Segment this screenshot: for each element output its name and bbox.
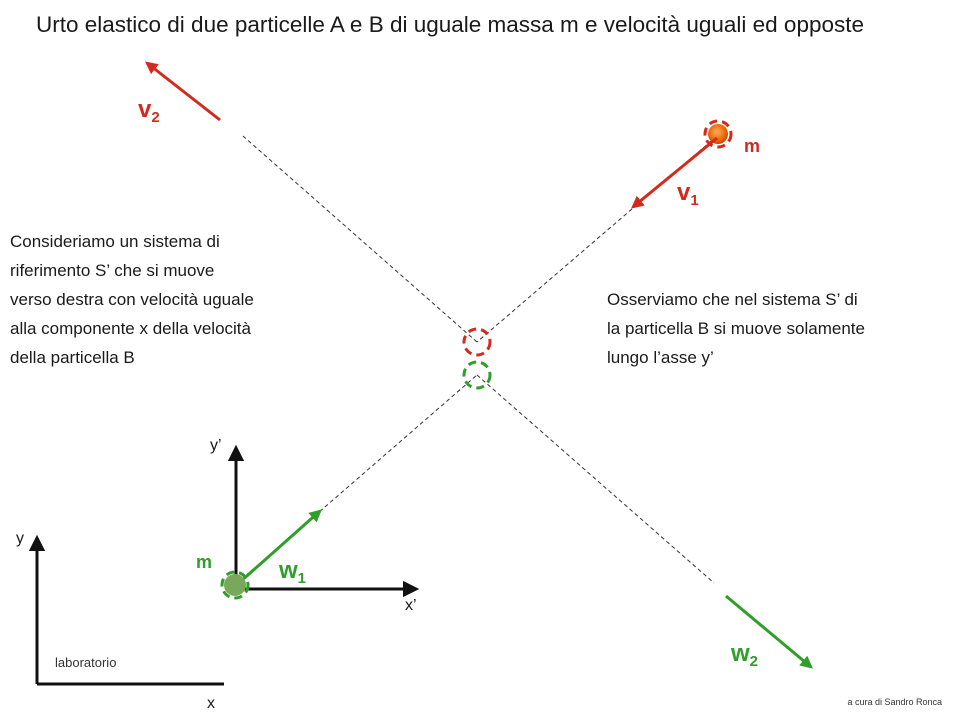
left-explanation-line: Consideriamo un sistema di — [10, 232, 220, 251]
left-explanation-line: riferimento S’ che si muove — [10, 261, 215, 280]
particle-green — [224, 574, 246, 596]
label-w2: $w_2$ — [731, 640, 759, 670]
label-v2: $v_2$ — [138, 96, 160, 126]
right-explanation-line: Osserviamo che nel sistema S’ di — [607, 290, 858, 309]
trajectory-after-red — [243, 136, 477, 342]
label-axis-y-lab: y — [16, 530, 24, 547]
label-lab-frame: laboratorio — [55, 655, 117, 670]
right-explanation-line: la particella B si muove solamente — [607, 319, 865, 338]
label-axis-x-prime: x’ — [405, 597, 417, 614]
arrow-v1 — [633, 138, 717, 207]
label-axis-x-lab: x — [207, 695, 215, 712]
left-explanation-line: della particella B — [10, 348, 135, 367]
label-axis-y-prime: y’ — [210, 437, 222, 454]
author-credit: a cura di Sandro Ronca — [847, 697, 942, 707]
trajectory-after-green — [477, 375, 714, 583]
label-mass-green: m — [196, 552, 213, 572]
label-v1: $v_1$ — [677, 179, 699, 209]
slide-title: Urto elastico di due particelle A e B di uguale massa m e velocità uguali ed opposte — [36, 12, 864, 37]
right-explanation-line: lungo l’asse y’ — [607, 348, 714, 367]
left-explanation-line: alla componente x della velocità — [10, 319, 251, 338]
left-explanation-line: verso destra con velocità uguale — [10, 290, 254, 309]
label-mass-red: m — [744, 136, 761, 156]
label-w1: $w_1$ — [279, 557, 307, 587]
